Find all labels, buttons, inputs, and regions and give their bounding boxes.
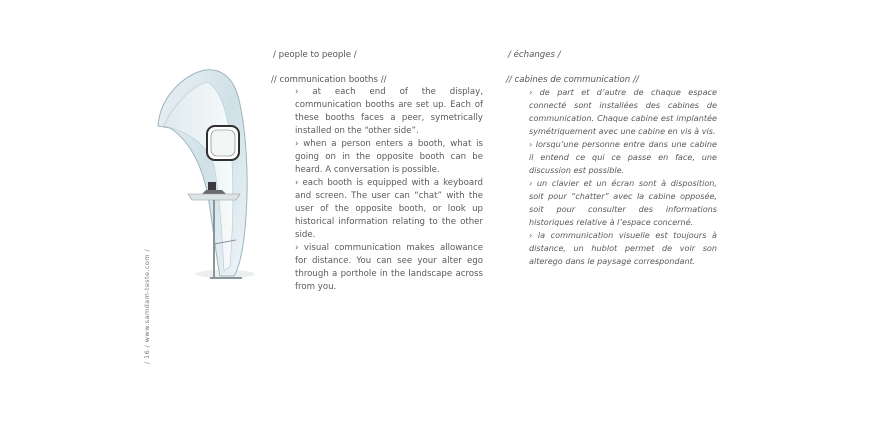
french-paragraph-4: › la communication visuelle est toujours à distance, un hublot permet de voir son alterego dans le paysage correspondant. (529, 230, 717, 266)
english-paragraph-3: › each booth is equipped with a keyboard and screen. The user can “chat” with the user of the opposite booth, or look up historical information relating to the other side. (295, 178, 483, 240)
french-paragraph-3: › un clavier et un écran sont à disposition, soit pour “chatter” avec la cabine opposée, soit pour consulter des informations historiques relative à l’espace concerné. (529, 178, 717, 227)
french-subheading: // cabines de communication // (506, 75, 639, 85)
page-footer: / 16 / www.samdam-teste.com / (143, 248, 151, 364)
english-body (295, 86, 483, 294)
english-heading: / people to people / (273, 50, 357, 60)
french-paragraph-2: › lorsqu’une personne entre dans une cabine il entend ce qui ce passe en face, une discussion est possible. (529, 139, 717, 175)
english-paragraph-1: › at each end of the display, communication booths are set up. Each of these booths faces a peer, symetrically installed on the “other side”. (295, 87, 483, 136)
english-subheading: // communication booths // (271, 75, 387, 85)
french-heading: / échanges / (508, 50, 561, 60)
french-paragraph-1: › de part et d’autre de chaque espace connecté sont installées des cabines de communication. Chaque cabine est implantée symétriquement avec une cabine en vis à vis. (529, 87, 717, 136)
english-paragraph-2: › when a person enters a booth, what is going on in the opposite booth can be heard. A conversation is possible. (295, 139, 483, 175)
communication-booth-illustration (150, 66, 260, 286)
french-body (529, 86, 717, 268)
english-paragraph-4: › visual communication makes allowance for distance. You can see your alter ego through a porthole in the landscape across from you. (295, 243, 483, 292)
